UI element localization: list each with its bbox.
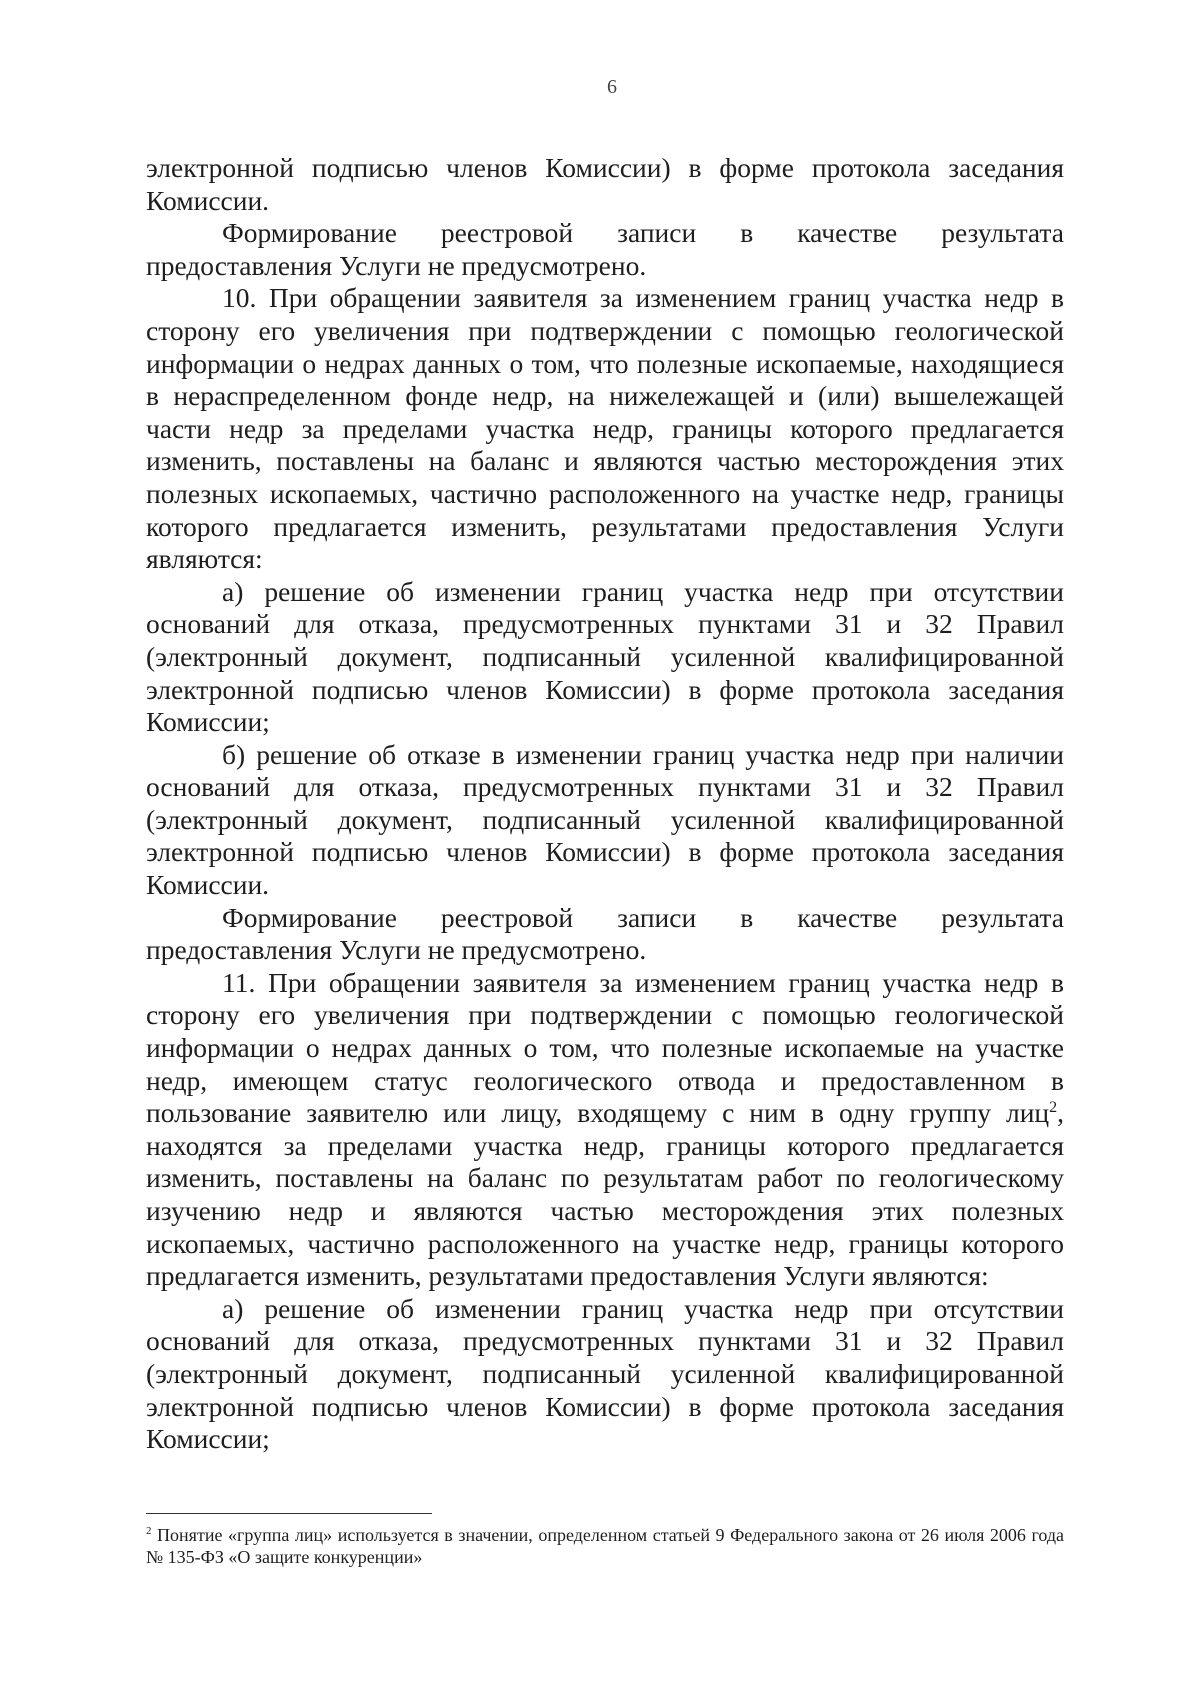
page-number: 6 [607,76,617,98]
paragraph-text: , находятся за пределами участка недр, границы которого предлагается изменить, поставлены на баланс по результатам работ по геологическому изучению недр и являются частью месторождения этих полезных ископаемых, частично расположенного на участке недр, границы которого предлагается изменить, результатами предоставления Услуги являются: [146,1097,1064,1292]
footnote-text: Понятие «группа лиц» используется в значении, определенном статьей 9 Федерального закона от 26 июля 2006 года № 135-ФЗ «О защите конкуренции» [146,1525,1065,1567]
paragraph-item-10: 10. При обращении заявителя за изменением границ участка недр в сторону его увеличения при подтверждении с помощью геологической информации о недрах данных о том, что полезные ископаемые, находящиеся в нераспределенном фонде недр, на нижележащей и (или) вышележащей части недр за пределами участка недр, границы которого предлагается изменить, поставлены на баланс и являются частью месторождения этих полезных ископаемых, частично расположенного на участке недр, границы которого предлагается изменить, результатами предоставления Услуги являются: [146,282,1064,575]
footnote-marker: 2 [146,1525,152,1537]
paragraph-subitem-a: а) решение об изменении границ участка недр при отсутствии оснований для отказа, предусмотренных пунктами 31 и 32 Правил (электронный документ, подписанный усиленной квалифицированной электронной подписью членов Комиссии) в форме протокола заседания Комиссии; [146,575,1064,738]
footnote-separator [146,1513,432,1514]
footnote-reference: 2 [1049,1099,1058,1117]
paragraph-registry-note: Формирование реестровой записи в качестве результата предоставления Услуги не предусмотрено. [146,901,1064,966]
paragraph-subitem-b: б) решение об отказе в изменении границ участка недр при наличии оснований для отказа, предусмотренных пунктами 31 и 32 Правил (электронный документ, подписанный усиленной квалифицированной электронной подписью членов Комиссии) в форме протокола заседания Комиссии. [146,738,1064,901]
paragraph-subitem-a: а) решение об изменении границ участка недр при отсутствии оснований для отказа, предусмотренных пунктами 31 и 32 Правил (электронный документ, подписанный усиленной квалифицированной электронной подписью членов Комиссии) в форме протокола заседания Комиссии; [146,1292,1064,1455]
paragraph-registry-note: Формирование реестровой записи в качестве результата предоставления Услуги не предусмотрено. [146,217,1064,281]
paragraph-text: 11. При обращении заявителя за изменением границ участка недр в сторону его увеличения при подтверждении с помощью геологической информации о недрах данных о том, что полезные ископаемые на участке недр, имеющем статус геологического отвода и предоставленном в пользование заявителю или лицу, входящему с ним в одну группу лиц [146,966,1064,1129]
footnote [146,1524,1064,1568]
body-text [146,152,1064,1456]
paragraph-item-11 [146,967,1064,1293]
paragraph-continuation: электронной подписью членов Комиссии) в форме протокола заседания Комиссии. [146,152,1064,216]
